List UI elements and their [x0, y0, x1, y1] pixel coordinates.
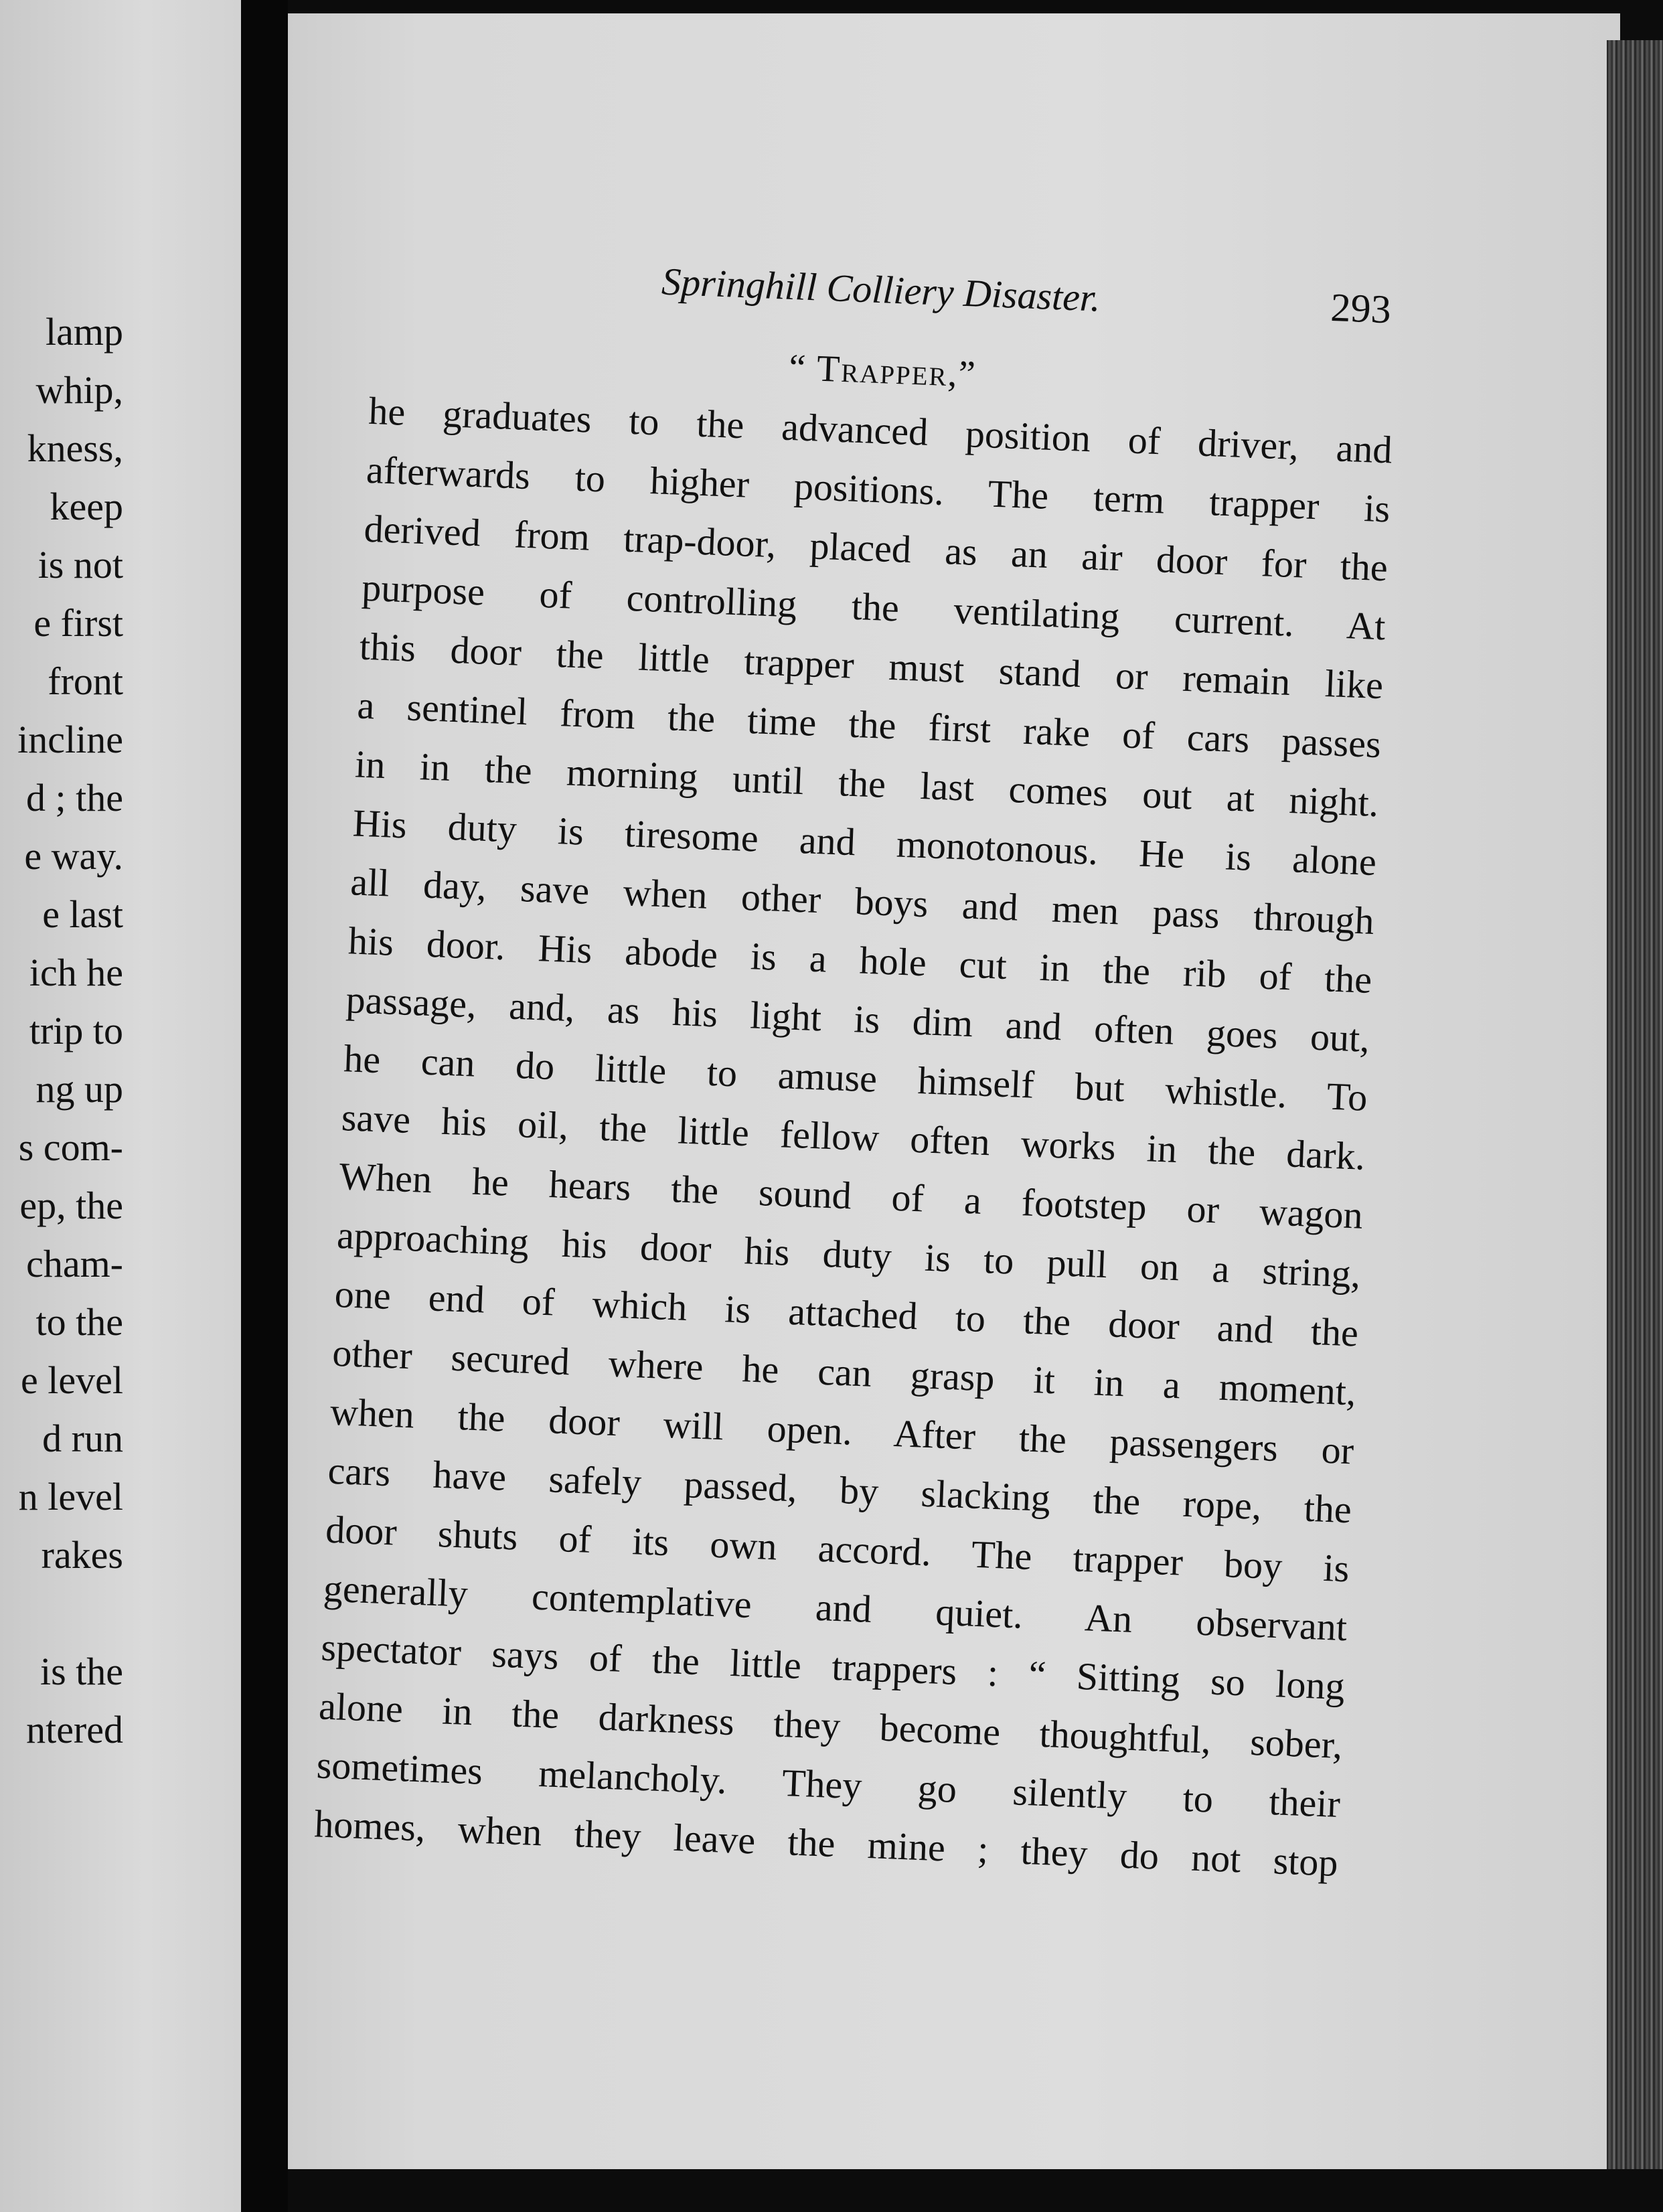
text-line: a sentinel from the time the first rake of cars passes — [356, 683, 1382, 767]
left-line: d run — [42, 1417, 123, 1460]
left-line: front — [48, 659, 123, 703]
text-line: he can do little to amuse himself but whistle. To — [343, 1036, 1368, 1119]
text-line: passage, and, as his light is dim and often goes out, — [345, 977, 1370, 1060]
left-line: trip to — [29, 1009, 123, 1052]
left-line: e level — [21, 1358, 123, 1402]
text-line: homes, when they leave the mine ; they do not stop — [313, 1802, 1339, 1885]
left-line: ng up — [35, 1067, 123, 1111]
text-line: derived from trap-door, placed as an air door for the — [363, 506, 1389, 590]
left-line: is not — [37, 543, 123, 586]
left-line: ntered — [26, 1708, 123, 1751]
left-line: n level — [18, 1475, 123, 1518]
left-line: kness, — [27, 426, 123, 470]
text-line: sometimes melancholy. They go silently to their — [315, 1743, 1342, 1826]
text-line: generally contemplative and quiet. An observant — [322, 1566, 1348, 1650]
left-page-text — [0, 303, 123, 1759]
left-line: s com- — [18, 1125, 123, 1169]
text-line: afterwards to higher positions. The term trapper is — [366, 447, 1391, 531]
left-line: to the — [35, 1300, 123, 1344]
text-line: his door. His abode is a hole cut in the rib of the — [347, 919, 1373, 1002]
left-line — [0, 1584, 123, 1642]
text-line: this door the little trapper must stand or remain like — [358, 624, 1384, 708]
left-page — [0, 0, 241, 2212]
left-line: cham- — [26, 1242, 123, 1285]
text-line: alone in the darkness they become thoughtful, sober, — [318, 1684, 1344, 1767]
left-line: lamp — [46, 310, 123, 353]
text-line: purpose of controlling the ventilating current. At — [361, 565, 1387, 649]
text-line: door shuts of its own accord. The trapper boy is — [325, 1507, 1350, 1591]
body-text — [313, 382, 1393, 1893]
text-line: in in the morning until the last comes out at night. — [354, 742, 1380, 825]
left-line: keep — [50, 485, 123, 528]
left-line: whip, — [35, 368, 123, 412]
text-line: spectator says of the little trappers : “ Sitting so long — [320, 1625, 1346, 1709]
left-line: ich he — [29, 951, 123, 994]
left-line: e first — [33, 601, 123, 645]
page-edges — [1607, 40, 1663, 2169]
text-line: save his oil, the little fellow often works in the dark. — [340, 1095, 1366, 1178]
text-line: he graduates to the advanced position of driver, and — [368, 388, 1393, 472]
section-heading: “ Trapper,” — [788, 346, 977, 396]
text-line: approaching his door his duty is to pull on a string, — [336, 1212, 1362, 1296]
left-line: e way. — [24, 834, 123, 878]
left-line: ep, the — [19, 1184, 123, 1227]
text-line: all day, save when other boys and men pass through — [349, 860, 1375, 943]
left-line: e last — [42, 892, 123, 936]
text-line: cars have safely passed, by slacking the rope, the — [327, 1448, 1352, 1532]
left-line: d ; the — [26, 776, 123, 819]
text-line: when the door will open. After the passengers or — [329, 1389, 1355, 1473]
right-page-content — [313, 248, 1399, 1893]
running-title: Springhill Colliery Disaster. — [661, 259, 1101, 320]
text-line: When he hears the sound of a footstep or wagon — [338, 1154, 1364, 1237]
left-line: is the — [39, 1650, 123, 1693]
text-line: His duty is tiresome and monotonous. He is alone — [351, 801, 1378, 884]
page-number: 293 — [1330, 285, 1392, 332]
text-line: one end of which is attached to the door and the — [333, 1271, 1360, 1355]
left-line: incline — [17, 718, 123, 761]
left-line: rakes — [41, 1533, 123, 1577]
book-spine-gutter — [241, 0, 288, 2212]
text-line: other secured where he can grasp it in a moment, — [331, 1330, 1357, 1414]
